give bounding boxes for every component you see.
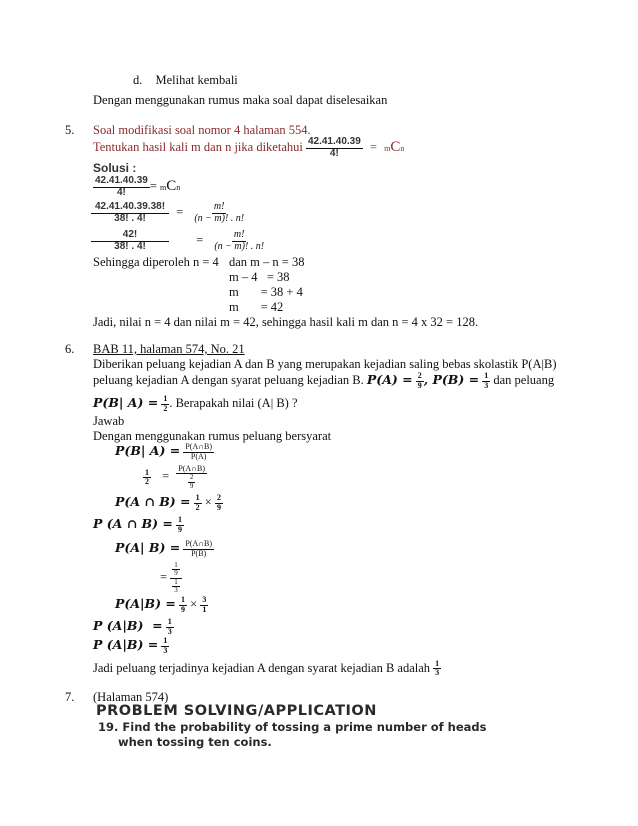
step-lhs: P (A ∩ B) = — [93, 516, 173, 531]
step-fraction — [170, 562, 182, 594]
factorial-fraction — [93, 230, 167, 252]
equals-sign: = — [162, 469, 170, 484]
fraction-numerator: 3 — [202, 595, 207, 605]
problem-line-2 — [93, 372, 554, 390]
fraction-denominator: P(B) — [191, 548, 207, 558]
fraction-numerator: 1 — [435, 659, 440, 668]
fraction-numerator: 42.41.40.39 — [307, 136, 361, 147]
times-sign: × — [204, 495, 212, 509]
fraction-numerator: 1 — [484, 371, 489, 381]
comb-sub-m: m — [384, 143, 391, 153]
comb-sub-m: m — [160, 182, 167, 192]
fraction-numerator: 42.41.40.39.38! — [91, 202, 169, 214]
step-fraction — [176, 465, 207, 490]
fraction-denominator: 3 — [174, 586, 178, 595]
step-lhs: P(B| A) = — [115, 443, 181, 458]
given-fraction — [93, 176, 150, 198]
answer-fraction — [433, 660, 441, 678]
prob-a-fraction — [416, 372, 424, 390]
step-fraction — [215, 494, 223, 512]
fraction-numerator: 1 — [174, 561, 178, 569]
question-title: Soal modifikasi soal nomor 4 halaman 554. — [93, 123, 311, 137]
jawab-label: Jawab — [93, 414, 125, 428]
fraction-numerator: 1 — [181, 595, 185, 605]
work-step-4 — [93, 516, 184, 534]
combination-formula — [212, 230, 266, 252]
comb-c: C — [390, 138, 401, 155]
equation-step: m = 38 + 4 — [229, 285, 303, 299]
prompt-text: Tentukan hasil kali m dan n jika diketahui — [93, 139, 303, 154]
equals-sign: = — [149, 178, 157, 193]
list-item-text: Melihat kembali — [155, 73, 238, 87]
step-fraction — [183, 443, 214, 461]
fraction-denominator: 9 — [177, 524, 182, 534]
fraction-denominator: 9 — [417, 380, 422, 390]
fraction-numerator: 42.41.40.39 — [95, 175, 148, 186]
question-number: 5. — [65, 123, 75, 137]
times-sign: × — [190, 597, 198, 611]
step-lhs: P (A|B) = — [93, 637, 159, 652]
fraction-numerator: 2 — [216, 493, 221, 503]
fraction-denominator: P(A) — [190, 451, 207, 461]
step-lhs: P (A|B) = — [93, 618, 163, 633]
fraction-denominator: 2 — [145, 477, 149, 487]
fraction-denominator: 2 — [163, 403, 168, 413]
step-fraction — [194, 494, 202, 512]
equals-sign: = — [196, 232, 204, 247]
fraction-numerator: 1 — [174, 577, 178, 586]
question-title: (Halaman 574) — [93, 690, 169, 704]
nested-fraction — [172, 562, 180, 578]
fraction-denominator: 3 — [484, 380, 489, 390]
prob-b-label: , P(B) = — [423, 372, 480, 387]
conditional-label: P(B| A) = — [93, 395, 159, 410]
fraction-denominator: 9 — [189, 481, 194, 490]
fraction-denominator: 4! — [116, 186, 126, 198]
fraction-numerator: m! — [233, 229, 245, 240]
problem-line-3 — [93, 395, 298, 413]
fraction-numerator: 42! — [91, 230, 169, 242]
equation-step: m = 42 — [229, 300, 284, 314]
question-number: 6. — [65, 342, 75, 356]
list-item-d — [133, 73, 238, 88]
fraction-denominator: 3 — [163, 645, 168, 655]
problem-text: dan peluang — [493, 373, 555, 387]
list-marker: d. — [133, 73, 143, 87]
sehingga-line: Sehingga diperoleh n = 4 — [93, 255, 219, 269]
comb-sub-n: n — [400, 143, 405, 153]
fraction-denominator: 3 — [435, 668, 440, 678]
work-step-9 — [93, 637, 169, 655]
step-fraction — [143, 469, 151, 487]
equals-sign: = — [369, 139, 377, 154]
equals-sign: = — [176, 204, 184, 219]
given-fraction — [306, 137, 363, 159]
fraction-denominator: 1 — [202, 604, 207, 614]
paragraph-conclude: Dengan menggunakan rumus maka soal dapat diselesaikan — [93, 93, 388, 107]
answer-intro: Dengan menggunakan rumus peluang bersyarat — [93, 429, 332, 443]
work-step-7 — [115, 596, 208, 614]
comb-c: C — [166, 177, 177, 194]
fraction-numerator: 1 — [177, 515, 182, 525]
fraction-denominator: 9 — [181, 604, 185, 614]
nested-fraction — [188, 474, 196, 490]
fraction-denominator: 9 — [174, 569, 178, 578]
fraction-numerator: P(A∩B) — [185, 442, 213, 452]
step-lhs: P(A|B) = — [115, 596, 176, 611]
problem-text: peluang kejadian A dengan syarat peluang kejadian B. — [93, 373, 364, 387]
fraction-numerator: 1 — [195, 493, 200, 503]
step-fraction — [161, 637, 169, 655]
solusi-label: Solusi : — [93, 161, 137, 175]
problem-number: 19. — [98, 720, 119, 734]
equation-step: m – 4 = 38 — [229, 270, 290, 284]
prob-b-fraction — [482, 372, 490, 390]
work-step-1 — [115, 443, 214, 461]
prob-a-label: P(A) = — [366, 372, 413, 387]
question-prompt — [93, 137, 404, 159]
step-lhs: P(A| B) = — [115, 540, 181, 555]
fraction-numerator: m! — [213, 201, 225, 212]
nested-fraction — [172, 579, 180, 595]
fraction-numerator: P(A∩B) — [178, 464, 205, 473]
step-fraction — [183, 540, 214, 558]
fraction-denominator: (n − m)! . n! — [194, 212, 245, 224]
solution-line-1 — [93, 176, 180, 198]
fraction-numerator: 2 — [417, 371, 422, 381]
fraction-numerator: 1 — [145, 467, 149, 477]
work-step-6 — [160, 562, 182, 594]
step-fraction — [166, 618, 174, 636]
textbook-problem-line-2: when tossing ten coins. — [118, 735, 272, 749]
combination-formula — [192, 202, 246, 224]
conclusion-text: Jadi peluang terjadinya kejadian A dengan syarat kejadian B adalah — [93, 660, 431, 675]
fraction-denominator: 3 — [167, 626, 172, 636]
fraction-denominator: 38! . 4! — [114, 240, 146, 252]
question-conclusion — [93, 660, 441, 678]
comb-sub-n: n — [176, 182, 181, 192]
textbook-problem — [98, 720, 487, 734]
step-fraction — [200, 596, 208, 614]
fraction-denominator: 38! . 4! — [114, 212, 146, 224]
fraction-numerator: 1 — [167, 617, 172, 627]
question-conclusion: Jadi, nilai n = 4 dan nilai m = 42, sehingga hasil kali m dan n = 4 x 32 = 128. — [93, 315, 479, 329]
solution-line-2 — [93, 202, 246, 224]
problem-solving-banner: PROBLEM SOLVING/APPLICATION — [96, 703, 377, 719]
step-fraction — [176, 516, 184, 534]
fraction-numerator: P(A∩B) — [185, 539, 213, 549]
work-step-2 — [143, 465, 207, 490]
fraction-denominator: 4! — [329, 147, 339, 159]
step-lhs: P(A ∩ B) = — [115, 494, 191, 509]
work-step-8 — [93, 618, 174, 636]
solution-line-3 — [93, 230, 266, 252]
work-step-5 — [115, 540, 214, 558]
equation-step: dan m – n = 38 — [229, 255, 305, 269]
question-number: 7. — [65, 690, 75, 704]
problem-question: . Berapakah nilai (A| B) ? — [169, 396, 298, 410]
fraction-numerator: 1 — [163, 636, 168, 646]
question-title: BAB 11, halaman 574, No. 21 — [93, 342, 245, 356]
expanded-fraction — [93, 202, 167, 224]
fraction-denominator: 9 — [216, 502, 221, 512]
work-step-3 — [115, 494, 223, 512]
fraction-denominator: 2 — [195, 502, 200, 512]
step-fraction — [179, 596, 187, 614]
fraction-denominator: (n − m)! . n! — [214, 240, 265, 252]
fraction-numerator: 2 — [189, 473, 194, 482]
equals-sign: = — [160, 570, 168, 585]
fraction-numerator: 1 — [163, 394, 168, 404]
problem-line-1: Diberikan peluang kejadian A dan B yang merupakan kejadian saling bebas skolastik P(A|B) — [93, 357, 557, 371]
problem-text: Find the probability of tossing a prime number of heads — [122, 720, 487, 734]
